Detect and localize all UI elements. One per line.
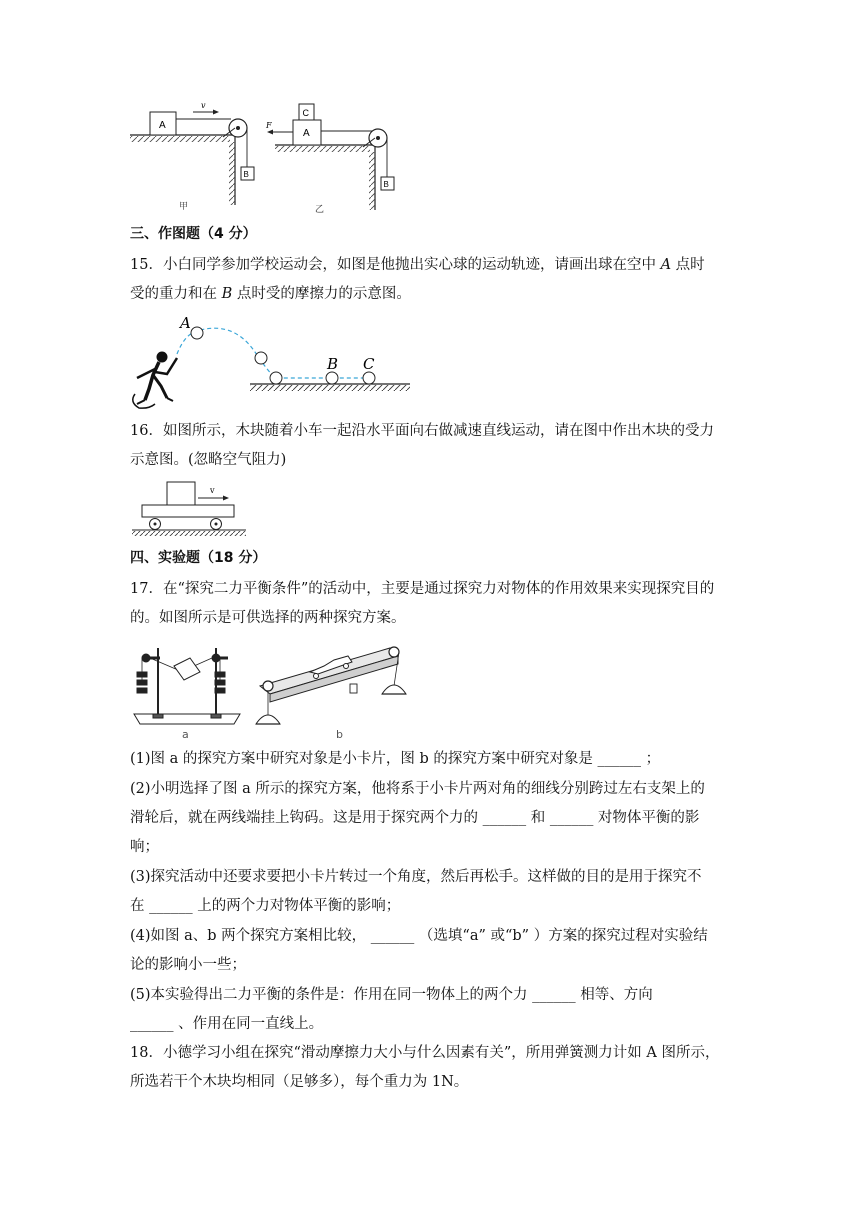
q15-line-2 [130,284,411,304]
card [174,658,200,680]
q17-part-4-line-2: 论的影响小一些； [130,957,246,973]
q15-line-1 [130,255,705,275]
block-a-label: A [159,120,166,131]
cart-body [142,505,234,517]
q17-part-3-line-1: (3)探究活动中还要求要把小卡片转过一个角度，然后再松手。这样做的目的是用于探究不 [130,869,702,885]
caption-yi: 乙 [315,205,325,215]
block-c-label: C [302,108,309,118]
label-b: B [327,355,339,373]
point-b: B [221,286,233,302]
q17-line-1: 17．在“探究二力平衡条件”的活动中，主要是通过探究力对物体的作用效果来实现探究目的 [130,581,715,597]
caption-jia: 甲 [179,202,189,212]
ball-b [326,372,338,384]
q15-text: 点时受的摩擦力的示意图。 [232,286,411,302]
balance-experiment-figure [128,636,418,741]
point-a: A [660,257,672,273]
q17-part-3-line-2: 在 ______ 上的两个力对物体平衡的影响； [130,898,401,914]
q17-part-4-line-1: (4)如图 a、b 两个探究方案相比较， ______ （选填“a” 或“b” ）方案的探究过程对实验结 [130,928,708,944]
block-b-label: B [243,170,249,179]
ball-a [191,327,203,339]
label-a: a [182,728,189,741]
q17-part-5-line-2: ______ 、作用在同一直线上。 [130,1016,324,1032]
q17-part-2-line-1: (2)小明选择了图 a 所示的探究方案，他将系于小卡片两对角的细线分别跨过左右支架上的 [130,781,705,797]
q17-part-5-line-1: (5)本实验得出二力平衡的条件是：作用在同一物体上的两个力 ______ 相等、方向 [130,987,653,1003]
q18-line-2: 所选若干个木块均相同（足够多），每个重力为 1N。 [130,1074,469,1090]
force-label: F [266,121,272,130]
figure-yi [265,104,394,215]
ball-trajectory-figure [125,312,415,412]
q15-text: 受的重力和在 [130,286,222,302]
scheme-b [256,647,406,741]
scheme-a [134,648,240,741]
ball-middle [255,352,267,364]
athlete-figure [133,352,177,408]
ball-c [363,372,375,384]
section-3-title: 三、作图题（4 分） [130,226,257,242]
q17-part-1: (1)图 a 的探究方案中研究对象是小卡片，图 b 的探究方案中研究对象是 ______ ； [130,751,661,767]
velocity-label: v [201,101,206,110]
q15-text: 15．小白同学参加学校运动会，如图是他抛出实心球的运动轨迹，请画出球在空中 [130,257,661,273]
figure-jia [130,101,254,212]
label-b: b [336,728,343,741]
q16-line-1: 16．如图所示，木块随着小车一起沿水平面向右做减速直线运动，请在图中作出木块的受力 [130,423,714,439]
block-b-label: B [383,180,389,189]
label-c: C [363,355,375,373]
q17-part-2-line-2: 滑轮后，就在两线端挂上钩码。这是用于探究两个力的 ______ 和 ______ 对物体平衡的影 [130,810,700,826]
pulley-figure-jia-yi [125,95,415,220]
q17-line-2: 的。如图所示是可供选择的两种探究方案。 [130,610,406,626]
q18-line-1: 18．小德学习小组在探究“滑动摩擦力大小与什么因素有关”，所用弹簧测力计如 A 图所示， [130,1045,720,1061]
q15-text: 点时 [671,257,705,273]
velocity-label: v [210,486,215,495]
q16-line-2: 示意图。(忽略空气阻力) [130,452,287,468]
cart-figure [128,478,258,540]
wooden-block [167,482,195,505]
q17-part-2-line-3: 响； [130,839,159,855]
ball-ground [270,372,282,384]
section-4-title: 四、实验题（18 分） [130,550,267,566]
block-a-label: A [303,128,310,139]
label-a: A [180,314,191,332]
